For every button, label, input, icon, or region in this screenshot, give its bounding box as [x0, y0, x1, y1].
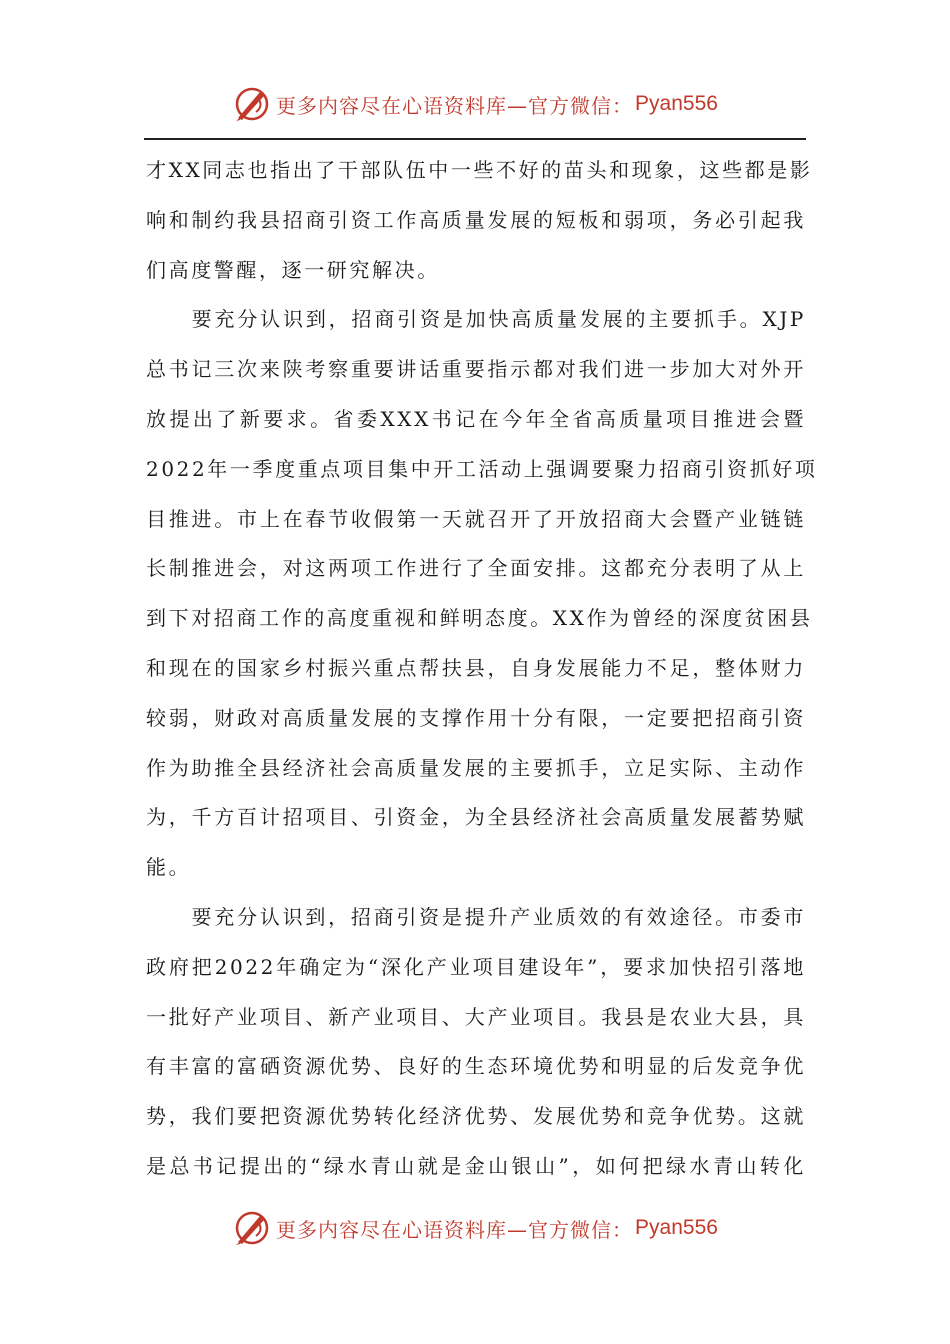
- text-line: 2022年一季度重点项目集中开工活动上强调要聚力招商引资抓好项: [146, 456, 818, 481]
- document-body: [146, 146, 818, 1192]
- pen-nib-logo-icon: [232, 84, 272, 124]
- text-line: 目推进。市上在春节收假第一天就召开了开放招商大会暨产业链链: [146, 506, 806, 531]
- footer-banner-text: 更多内容尽在心语资料库—官方微信：: [276, 1217, 634, 1242]
- header-banner-text: 更多内容尽在心语资料库—官方微信：: [276, 93, 634, 118]
- text-line: 势，我们要把资源优势转化经济优势、发展优势和竞争优势。这就: [146, 1104, 806, 1129]
- header-divider: [144, 138, 806, 140]
- text-line: 到下对招商工作的高度重视和鲜明态度。XX作为曾经的深度贫困县: [146, 606, 813, 631]
- text-line: 长制推进会，对这两项工作进行了全面安排。这都充分表明了从上: [146, 556, 806, 581]
- footer-banner: [0, 1206, 950, 1250]
- text-line: 要充分认识到，招商引资是加快高质量发展的主要抓手。XJP: [146, 307, 806, 332]
- text-line: 一批好产业项目、新产业项目、大产业项目。我县是农业大县，具: [146, 1004, 806, 1029]
- text-line: 政府把2022年确定为“深化产业项目建设年”，要求加快招引落地: [146, 954, 806, 979]
- header-banner: [0, 82, 950, 126]
- pen-nib-logo-icon: [232, 1208, 272, 1248]
- header-banner-wechat-id: Pyan556: [635, 92, 718, 115]
- text-line: 有丰富的富硒资源优势、良好的生态环境优势和明显的后发竞争优: [146, 1054, 806, 1079]
- text-line: 才XX同志也指出了干部队伍中一些不好的苗头和现象，这些都是影: [146, 158, 813, 182]
- text-line: 放提出了新要求。省委XXX书记在今年全省高质量项目推进会暨: [146, 406, 806, 431]
- footer-banner-wechat-id: Pyan556: [635, 1216, 718, 1239]
- text-line: 作为助推全县经济社会高质量发展的主要抓手，立足实际、主动作: [146, 755, 806, 780]
- text-line: 总书记三次来陕考察重要讲话重要指示都对我们进一步加大对外开: [146, 357, 806, 382]
- text-line: 为，千方百计招项目、引资金，为全县经济社会高质量发展蓄势赋: [146, 805, 806, 830]
- text-line: 响和制约我县招商引资工作高质量发展的短板和弱项，务必引起我: [146, 207, 806, 232]
- text-line: 能。: [146, 855, 192, 880]
- text-line: 们高度警醒，逐一研究解决。: [146, 257, 440, 282]
- text-line: 较弱，财政对高质量发展的支撑作用十分有限，一定要把招商引资: [146, 705, 806, 730]
- text-line: 和现在的国家乡村振兴重点帮扶县，自身发展能力不足，整体财力: [146, 655, 806, 680]
- text-line: 要充分认识到，招商引资是提升产业质效的有效途径。市委市: [146, 904, 806, 929]
- text-line: 是总书记提出的“绿水青山就是金山银山”，如何把绿水青山转化: [146, 1153, 806, 1178]
